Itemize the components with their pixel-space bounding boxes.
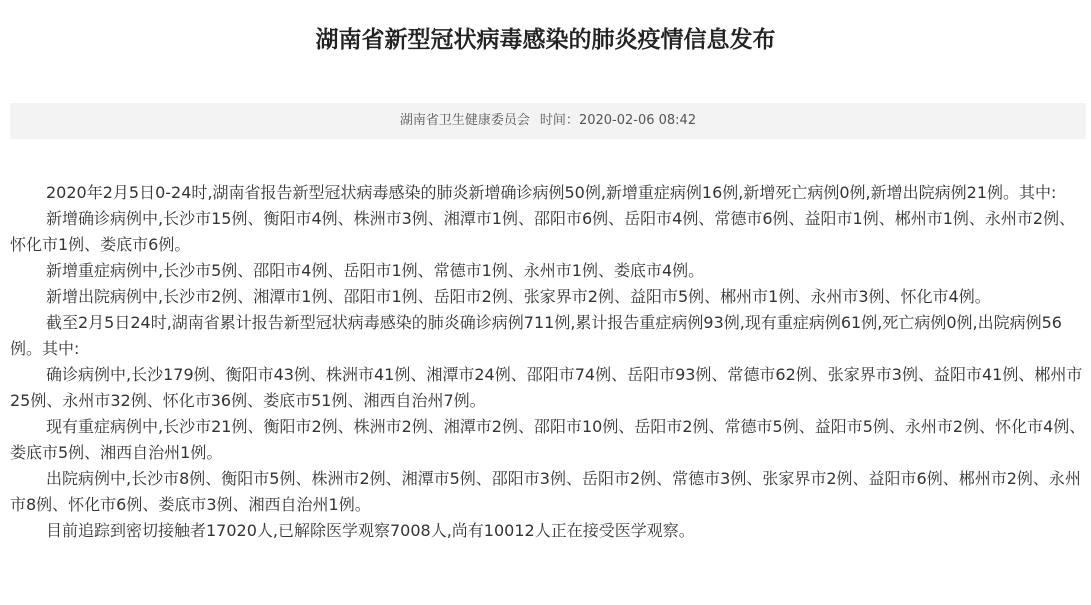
article-paragraph: 新增重症病例中,长沙市5例、邵阳市4例、岳阳市1例、常德市1例、永州市1例、娄底市4例。 (46, 261, 705, 280)
article-paragraph: 确诊病例中,长沙179例、衡阳市43例、株洲市41例、湘潭市24例、邵阳市74例、岳阳市93例、常德市62例、张家界市3例、益阳市41例、郴州市25例、永州市32例、怀化市36例、娄底市51例、湘西自治州7例。 (10, 365, 1083, 410)
article-paragraph: 2020年2月5日0-24时,湖南省报告新型冠状病毒感染的肺炎新增确诊病例50例,新增重症病例16例,新增死亡病例0例,新增出院病例21例。其中: (46, 183, 1057, 202)
page-title: 湖南省新型冠状病毒感染的肺炎疫情信息发布 (315, 27, 776, 53)
article-paragraph: 现有重症病例中,长沙市21例、衡阳市2例、株洲市2例、湘潭市2例、邵阳市10例、岳阳市2例、常德市5例、益阳市5例、永州市2例、怀化市4例、娄底市5例、湘西自治州1例。 (10, 417, 1086, 462)
article-time-value: 2020-02-06 08:42 (578, 113, 697, 128)
article-paragraph: 截至2月5日24时,湖南省累计报告新型冠状病毒感染的肺炎确诊病例711例,累计报告重症病例93例,现有重症病例61例,死亡病例0例,出院病例56例。其中: (10, 313, 1062, 358)
article-time-label: 时间： (539, 113, 579, 128)
article-paragraph: 出院病例中,长沙市8例、衡阳市5例、株洲市2例、湘潭市5例、邵阳市3例、岳阳市2例、常德市3例、张家界市2例、益阳市6例、郴州市2例、永州市8例、怀化市6例、娄底市3例、湘西自治州1例。 (10, 469, 1081, 514)
article-meta-bar (10, 103, 1086, 139)
article-source: 湖南省卫生健康委员会 (399, 113, 530, 128)
article-paragraph: 目前追踪到密切接触者17020人,已解除医学观察7008人,尚有10012人正在接受医学观察。 (46, 521, 695, 540)
article-paragraph: 新增确诊病例中,长沙市15例、衡阳市4例、株洲市3例、湘潭市1例、邵阳市6例、岳阳市4例、常德市6例、益阳市1例、郴州市1例、永州市2例、怀化市1例、娄底市6例。 (10, 209, 1076, 254)
article-paragraph: 新增出院病例中,长沙市2例、湘潭市1例、邵阳市1例、岳阳市2例、张家界市2例、益阳市5例、郴州市1例、永州市3例、怀化市4例。 (46, 287, 991, 306)
article-body (10, 180, 1086, 544)
